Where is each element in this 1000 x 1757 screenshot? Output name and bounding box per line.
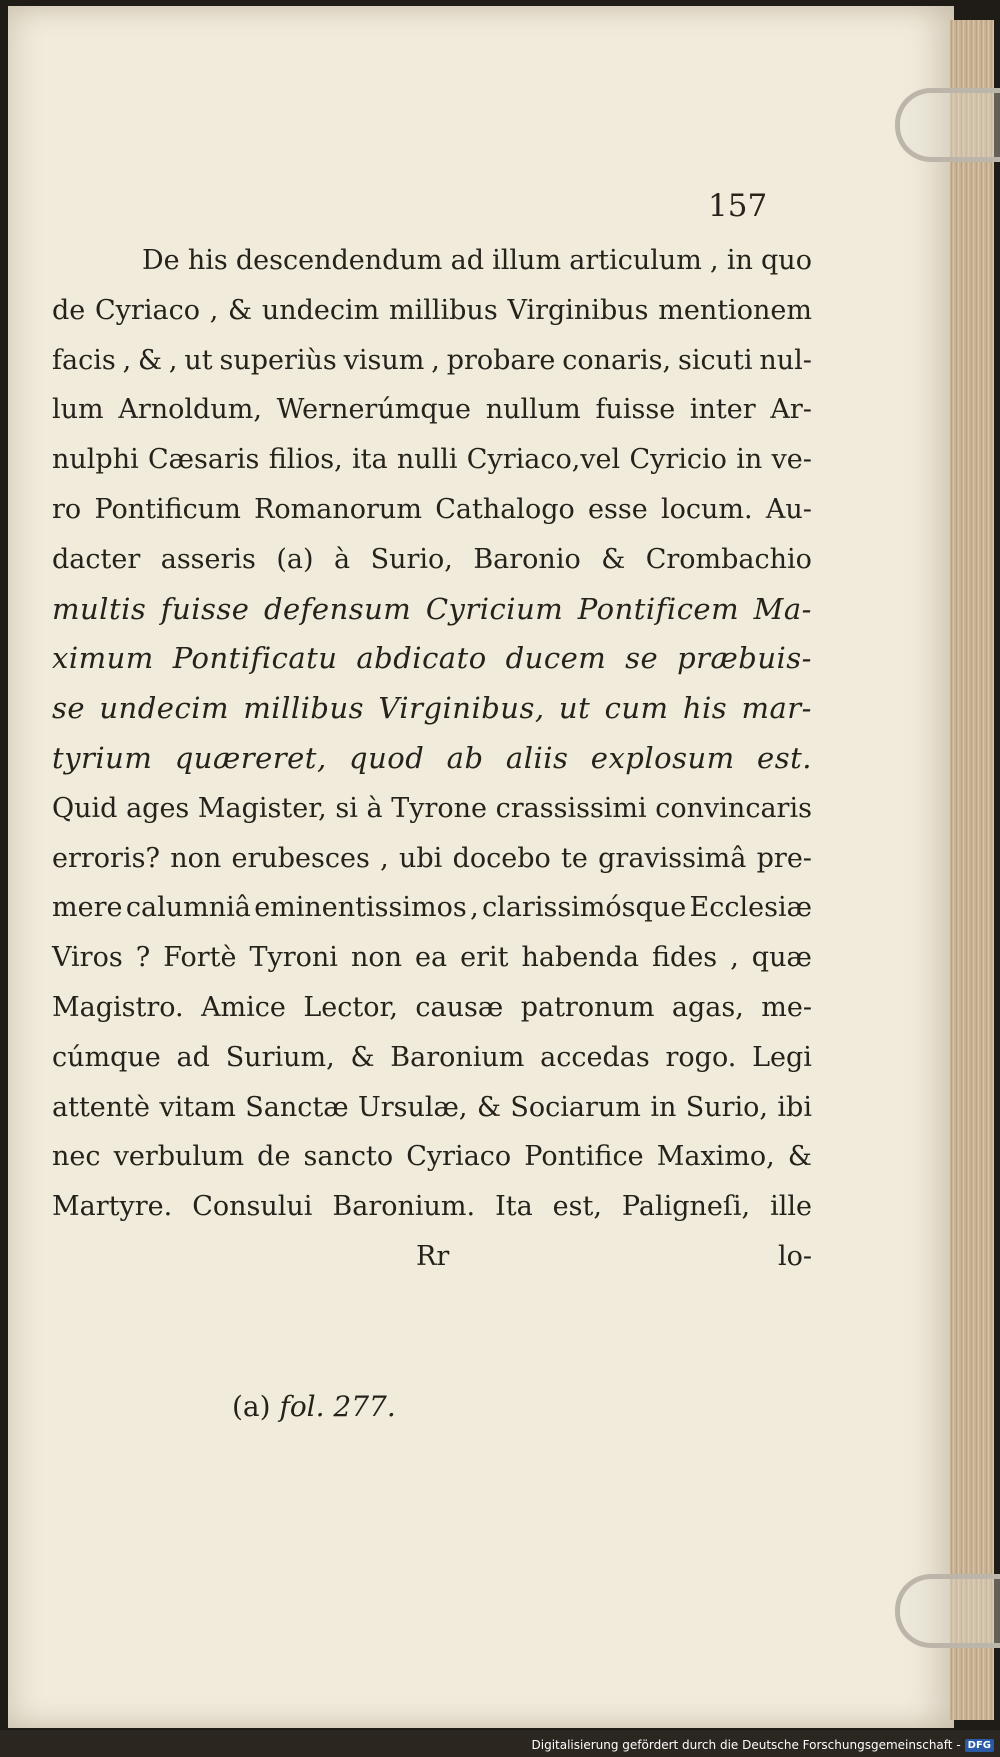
text-line: mere calumniâ eminentissimos , clarissimósque Ecclesiæ — [52, 892, 812, 924]
digitization-banner — [532, 1738, 995, 1752]
text-line: Magistro. Amice Lector, causæ patronum agas, me- — [52, 991, 812, 1023]
body-text — [52, 236, 812, 1282]
book-clip-top — [895, 88, 1000, 162]
text-line: se undecim millibus Virginibus, ut cum his mar- — [52, 691, 812, 726]
text-line: facis , & , ut superiùs visum , probare conaris, sicuti nul- — [52, 344, 812, 376]
catchword: lo- — [777, 1240, 812, 1272]
text-line: Martyre. Consului Baronium. Ita est, Paligneſi, ille — [52, 1191, 812, 1223]
footnote-text: fol. 277. — [279, 1390, 396, 1423]
text-line: nec verbulum de sancto Cyriaco Pontifice Maximo, & — [52, 1141, 812, 1173]
text-line: Viros ? Fortè Tyroni non ea erit habenda fides , quæ — [52, 942, 812, 974]
banner-text: Digitalisierung gefördert durch die Deutsche Forschungsgemeinschaft - — [531, 1738, 961, 1752]
page-edges — [950, 20, 994, 1720]
text-line: tyrium quæreret, quod ab aliis explosum est. — [52, 740, 812, 775]
book-clip-bottom — [895, 1574, 1000, 1648]
text-line: lum Arnoldum, Wernerúmque nullum fuisse inter Ar- — [52, 394, 812, 426]
footnote-marker: (a) — [232, 1390, 271, 1423]
text-line: dacter asseris (a) à Surio, Baronio & Crombachio — [52, 543, 812, 575]
text-line: multis fuisse defensum Cyricium Pontificem Ma- — [52, 591, 812, 626]
text-line: cúmque ad Surium, & Baronium accedas rogo. Legi — [52, 1041, 812, 1073]
signature-line — [52, 1232, 812, 1282]
text-line: ximum Pontificatu abdicato ducem se præbuis- — [52, 641, 812, 676]
text-line: attentè vitam Sanctæ Ursulæ, & Sociarum in Surio, ibi — [52, 1091, 812, 1123]
signature-mark: Rr — [416, 1240, 450, 1272]
footnote — [232, 1390, 396, 1423]
dfg-logo: DFG — [965, 1739, 994, 1752]
text-line: de Cyriaco , & undecim millibus Virginibus mentionem — [52, 294, 812, 326]
text-line: Quid ages Magister, si à Tyrone crassissimi convincaris — [52, 792, 812, 824]
page-number: 157 — [708, 188, 768, 224]
text-line: erroris? non erubesces , ubi docebo te gravissimâ pre- — [52, 842, 812, 874]
text-line: De his descendendum ad illum articulum , in quo — [142, 245, 812, 276]
text-line: ro Pontificum Romanorum Cathalogo esse locum. Au- — [52, 493, 812, 525]
text-line: nulphi Cæsaris filios, ita nulli Cyriaco,vel Cyricio in ve- — [52, 444, 812, 476]
